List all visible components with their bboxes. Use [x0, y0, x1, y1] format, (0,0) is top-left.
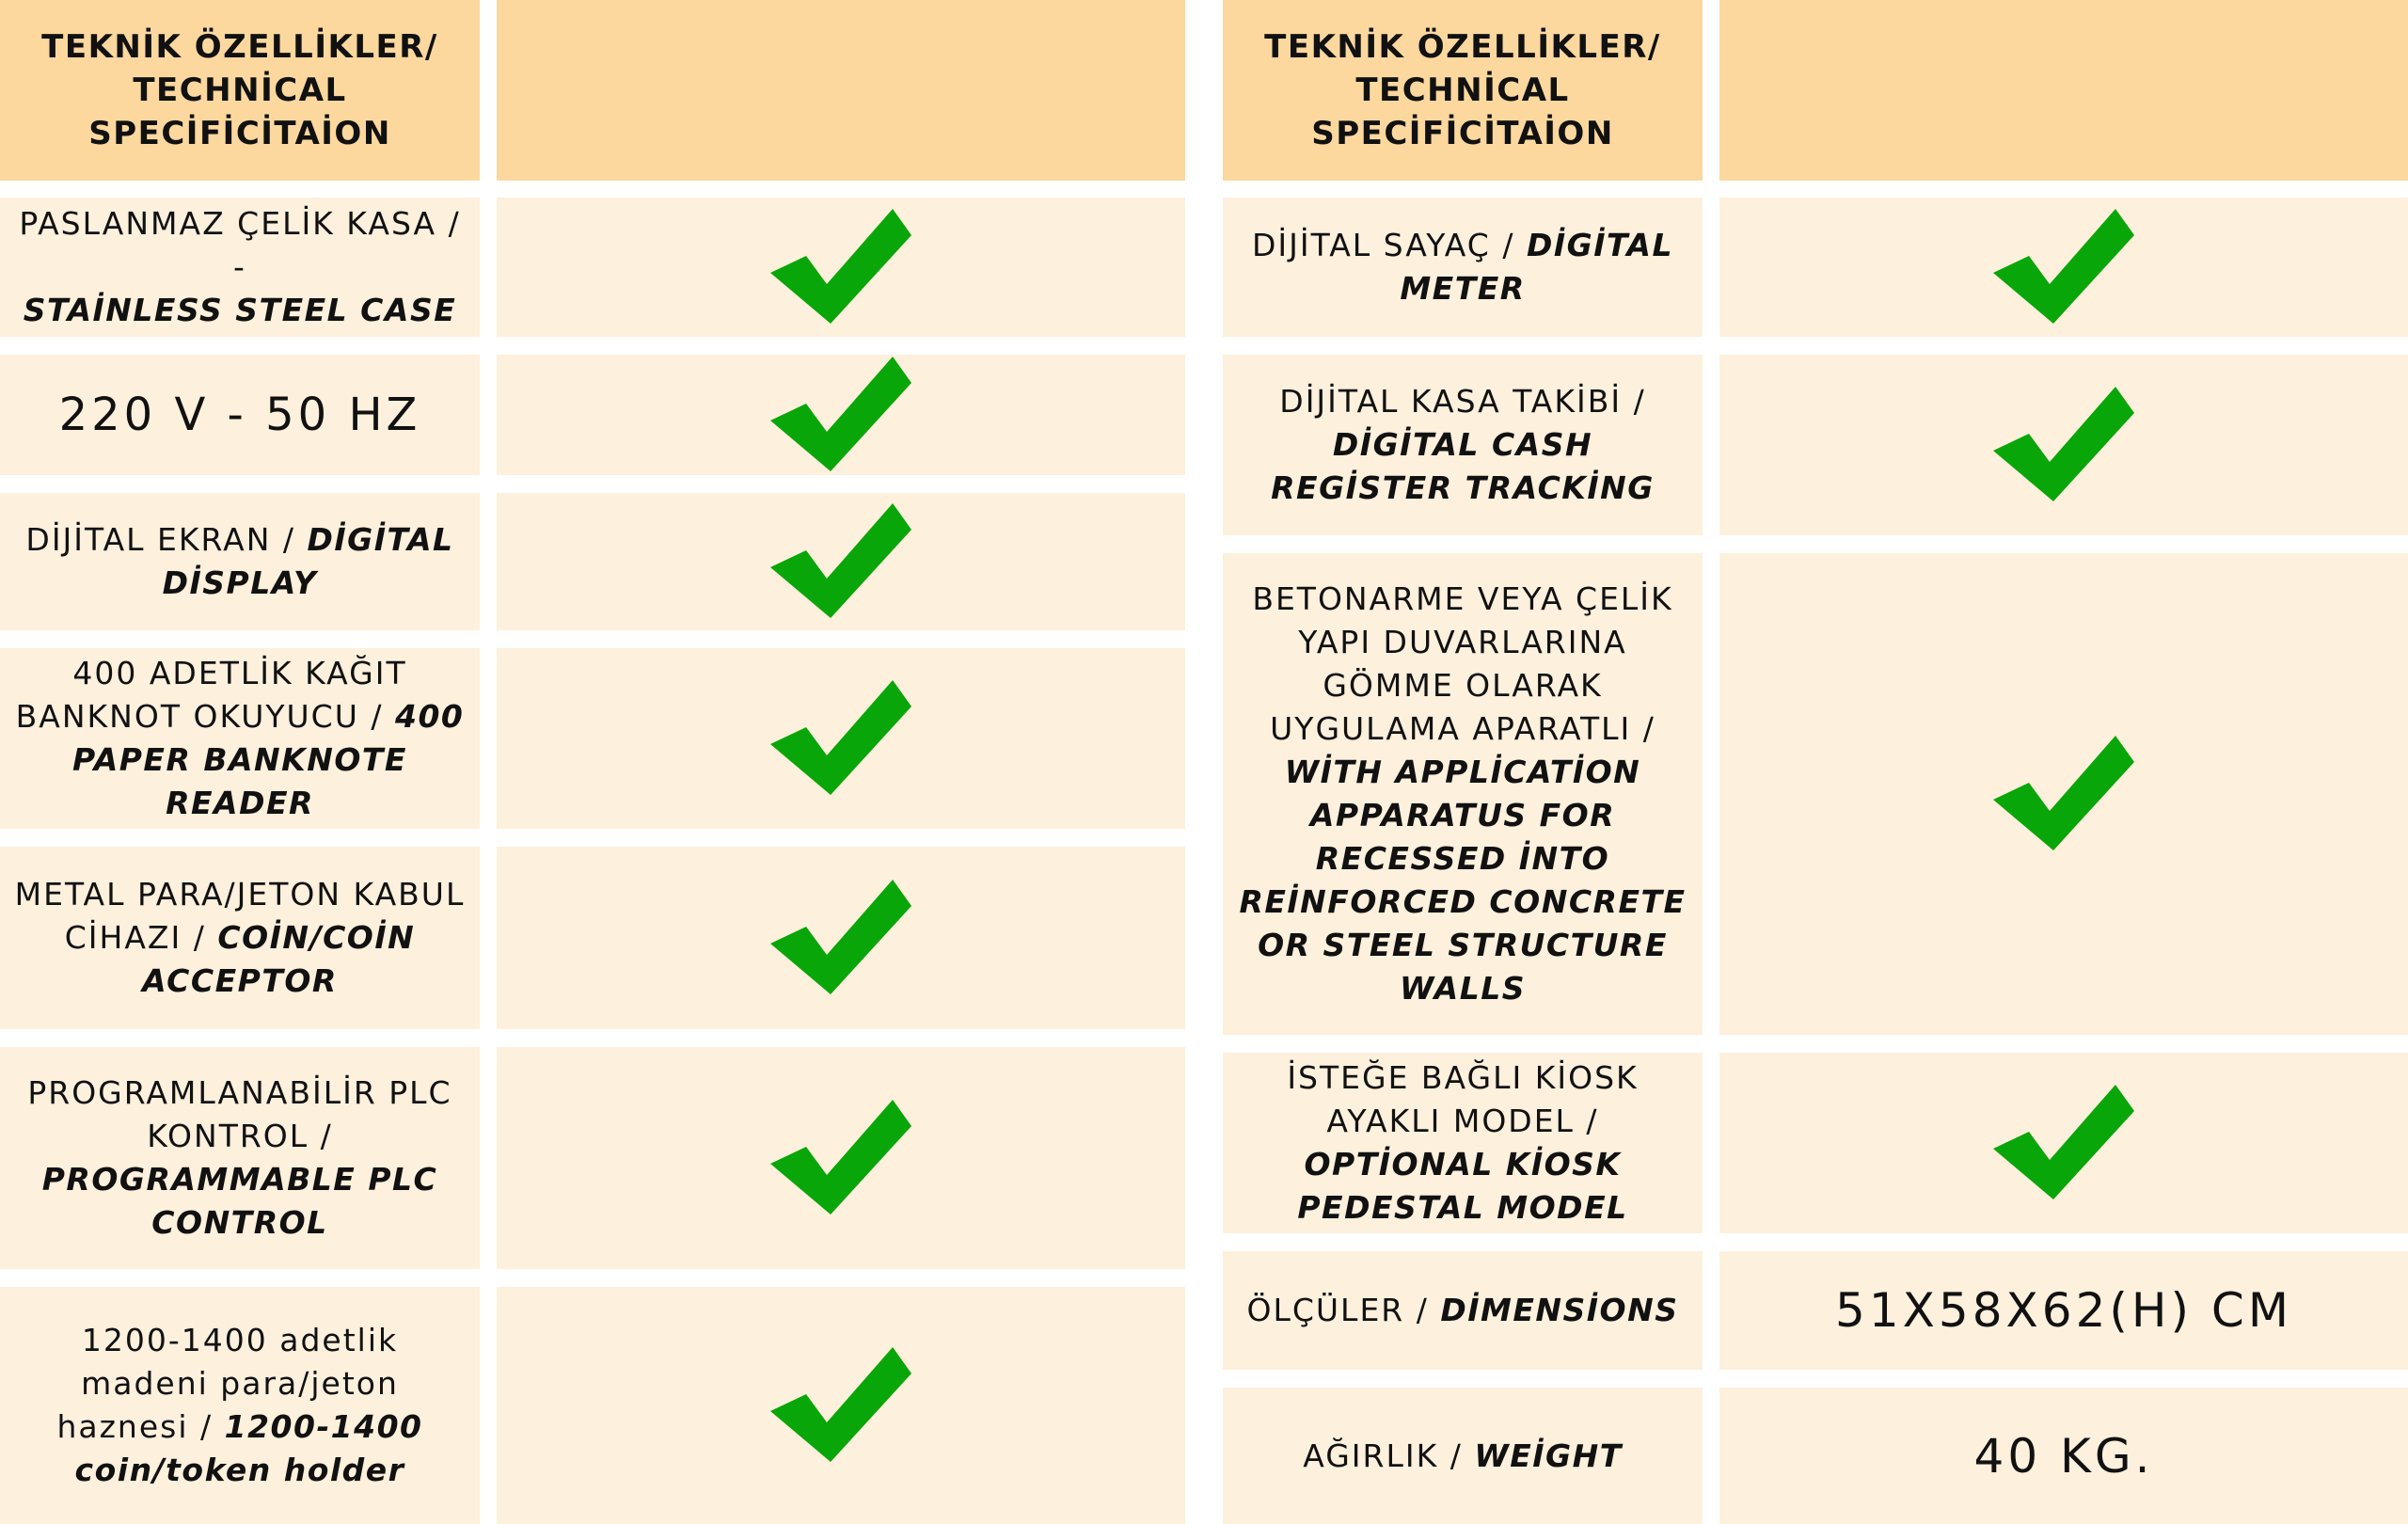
checkmark-icon: [770, 503, 911, 621]
weight-value: 40 KG.: [1973, 1428, 2154, 1484]
spec-label-tr: ÖLÇÜLER /: [1246, 1292, 1429, 1328]
spec-label-en: OPTİONAL KİOSK PEDESTAL MODEL: [1297, 1146, 1628, 1226]
spec-label-en: PROGRAMMABLE PLC CONTROL: [41, 1161, 438, 1241]
spec-label-en: DİGİTAL DİSPLAY: [162, 521, 454, 601]
spec-label-tr: METAL PARA/JETON KABUL CİHAZI /: [14, 876, 466, 956]
spec-label: [13, 1319, 467, 1492]
left-header-spec-cell: [0, 0, 480, 181]
spec-label-tr: 1200-1400 adetlik madeni para/jeton haznesi /: [56, 1322, 399, 1445]
checkmark-icon: [770, 1100, 911, 1217]
left-row-plc-control: [0, 1047, 480, 1269]
spec-label: [13, 202, 467, 332]
left-row-voltage: [0, 355, 480, 475]
right-row-digital-meter: [1223, 198, 1703, 337]
left-row-value-cell: [497, 198, 1185, 337]
spec-label-en: WİTH APPLİCATİON APPARATUS FOR RECESSED İNTO REİNFORCED CONCRETE OR STEEL STRUCTURE WALLS: [1239, 754, 1687, 1007]
right-header-value-cell: [1719, 0, 2408, 181]
spec-label: [1236, 380, 1689, 510]
left-row-banknote-reader: [0, 648, 480, 829]
spec-label-en: DİGİTAL METER: [1400, 227, 1674, 307]
right-row-dimensions: [1223, 1251, 1703, 1370]
left-row-value-cell: [497, 1287, 1185, 1524]
left-row-value-cell: [497, 355, 1185, 475]
spec-label-tr: İSTEĞE BAĞLI KİOSK AYAKLI MODEL /: [1287, 1059, 1639, 1139]
left-header-title: TEKNİK ÖZELLİKLER/ TECHNİCAL SPECİFİCİTAİON: [41, 28, 438, 152]
spec-label: [1236, 1056, 1689, 1230]
right-row-recessed-apparatus: [1223, 553, 1703, 1035]
spec-label-tr: 400 ADETLİK KAĞIT BANKNOT OKUYUCU /: [15, 655, 407, 735]
spec-label-tr: BETONARME VEYA ÇELİK YAPI DUVARLARINA GÖMME OLARAK UYGULAMA APARATLI /: [1252, 580, 1673, 747]
right-header-title: TEKNİK ÖZELLİKLER/ TECHNİCAL SPECİFİCİTAİON: [1264, 28, 1661, 152]
spec-label: [13, 873, 467, 1003]
spec-label: [13, 518, 467, 605]
spec-label-tr: DİJİTAL KASA TAKİBİ /: [1279, 383, 1646, 420]
checkmark-icon: [1993, 209, 2134, 326]
dimensions-value: 51X58X62(H) CM: [1835, 1283, 2292, 1338]
spec-label-tr: PROGRAMLANABİLİR PLC KONTROL /: [27, 1074, 452, 1154]
checkmark-icon: [770, 1347, 911, 1465]
right-row-value-cell: [1719, 1388, 2408, 1524]
spec-label: 220 V - 50 HZ: [58, 389, 421, 441]
spec-label-tr: PASLANMAZ ÇELİK KASA / -: [19, 205, 461, 285]
spec-label-en: WEİGHT: [1474, 1437, 1623, 1474]
left-row-value-cell: [497, 648, 1185, 829]
spec-label: [1303, 1435, 1623, 1478]
spec-label-tr: DİJİTAL EKRAN /: [25, 521, 296, 558]
left-row-value-cell: [497, 847, 1185, 1029]
spec-label-en: 1200-1400 coin/token holder: [74, 1408, 423, 1488]
spec-label-tr: AĞIRLIK /: [1303, 1437, 1463, 1474]
checkmark-icon: [770, 357, 911, 474]
left-row-digital-display: [0, 493, 480, 630]
checkmark-icon: [770, 880, 911, 997]
checkmark-icon: [1993, 1085, 2134, 1202]
spec-label: [1236, 578, 1689, 1010]
left-row-value-cell: [497, 493, 1185, 630]
right-row-value-cell: [1719, 198, 2408, 337]
checkmark-icon: [1993, 387, 2134, 504]
spec-label-en: STAİNLESS STEEL CASE: [23, 292, 457, 328]
spec-label: [1247, 1289, 1679, 1332]
spec-label-en: DİMENSİONS: [1440, 1292, 1679, 1328]
right-row-value-cell: [1719, 553, 2408, 1035]
checkmark-icon: [770, 209, 911, 326]
left-row-coin-acceptor: [0, 847, 480, 1029]
left-row-value-cell: [497, 1047, 1185, 1269]
spec-label: [13, 1072, 467, 1245]
left-row-coin-holder: [0, 1287, 480, 1524]
right-row-value-cell: [1719, 355, 2408, 535]
spec-label: [13, 652, 467, 825]
checkmark-icon: [770, 680, 911, 798]
left-header-value-cell: [497, 0, 1185, 181]
spec-label-en: DİGİTAL CASH REGİSTER TRACKİNG: [1271, 426, 1655, 506]
right-row-cash-register-tracking: [1223, 355, 1703, 535]
right-row-value-cell: [1719, 1053, 2408, 1233]
left-row-stainless-steel-case: [0, 198, 480, 337]
right-row-weight: [1223, 1388, 1703, 1524]
right-row-value-cell: [1719, 1251, 2408, 1370]
right-header-spec-cell: [1223, 0, 1703, 181]
right-row-kiosk-pedestal: [1223, 1053, 1703, 1233]
spec-label: [1236, 224, 1689, 310]
spec-label-en: COİN/COİN ACCEPTOR: [142, 919, 416, 999]
checkmark-icon: [1993, 736, 2134, 853]
spec-label-en: 400 PAPER BANKNOTE READER: [72, 698, 465, 821]
spec-label-tr: DİJİTAL SAYAÇ /: [1251, 227, 1515, 263]
